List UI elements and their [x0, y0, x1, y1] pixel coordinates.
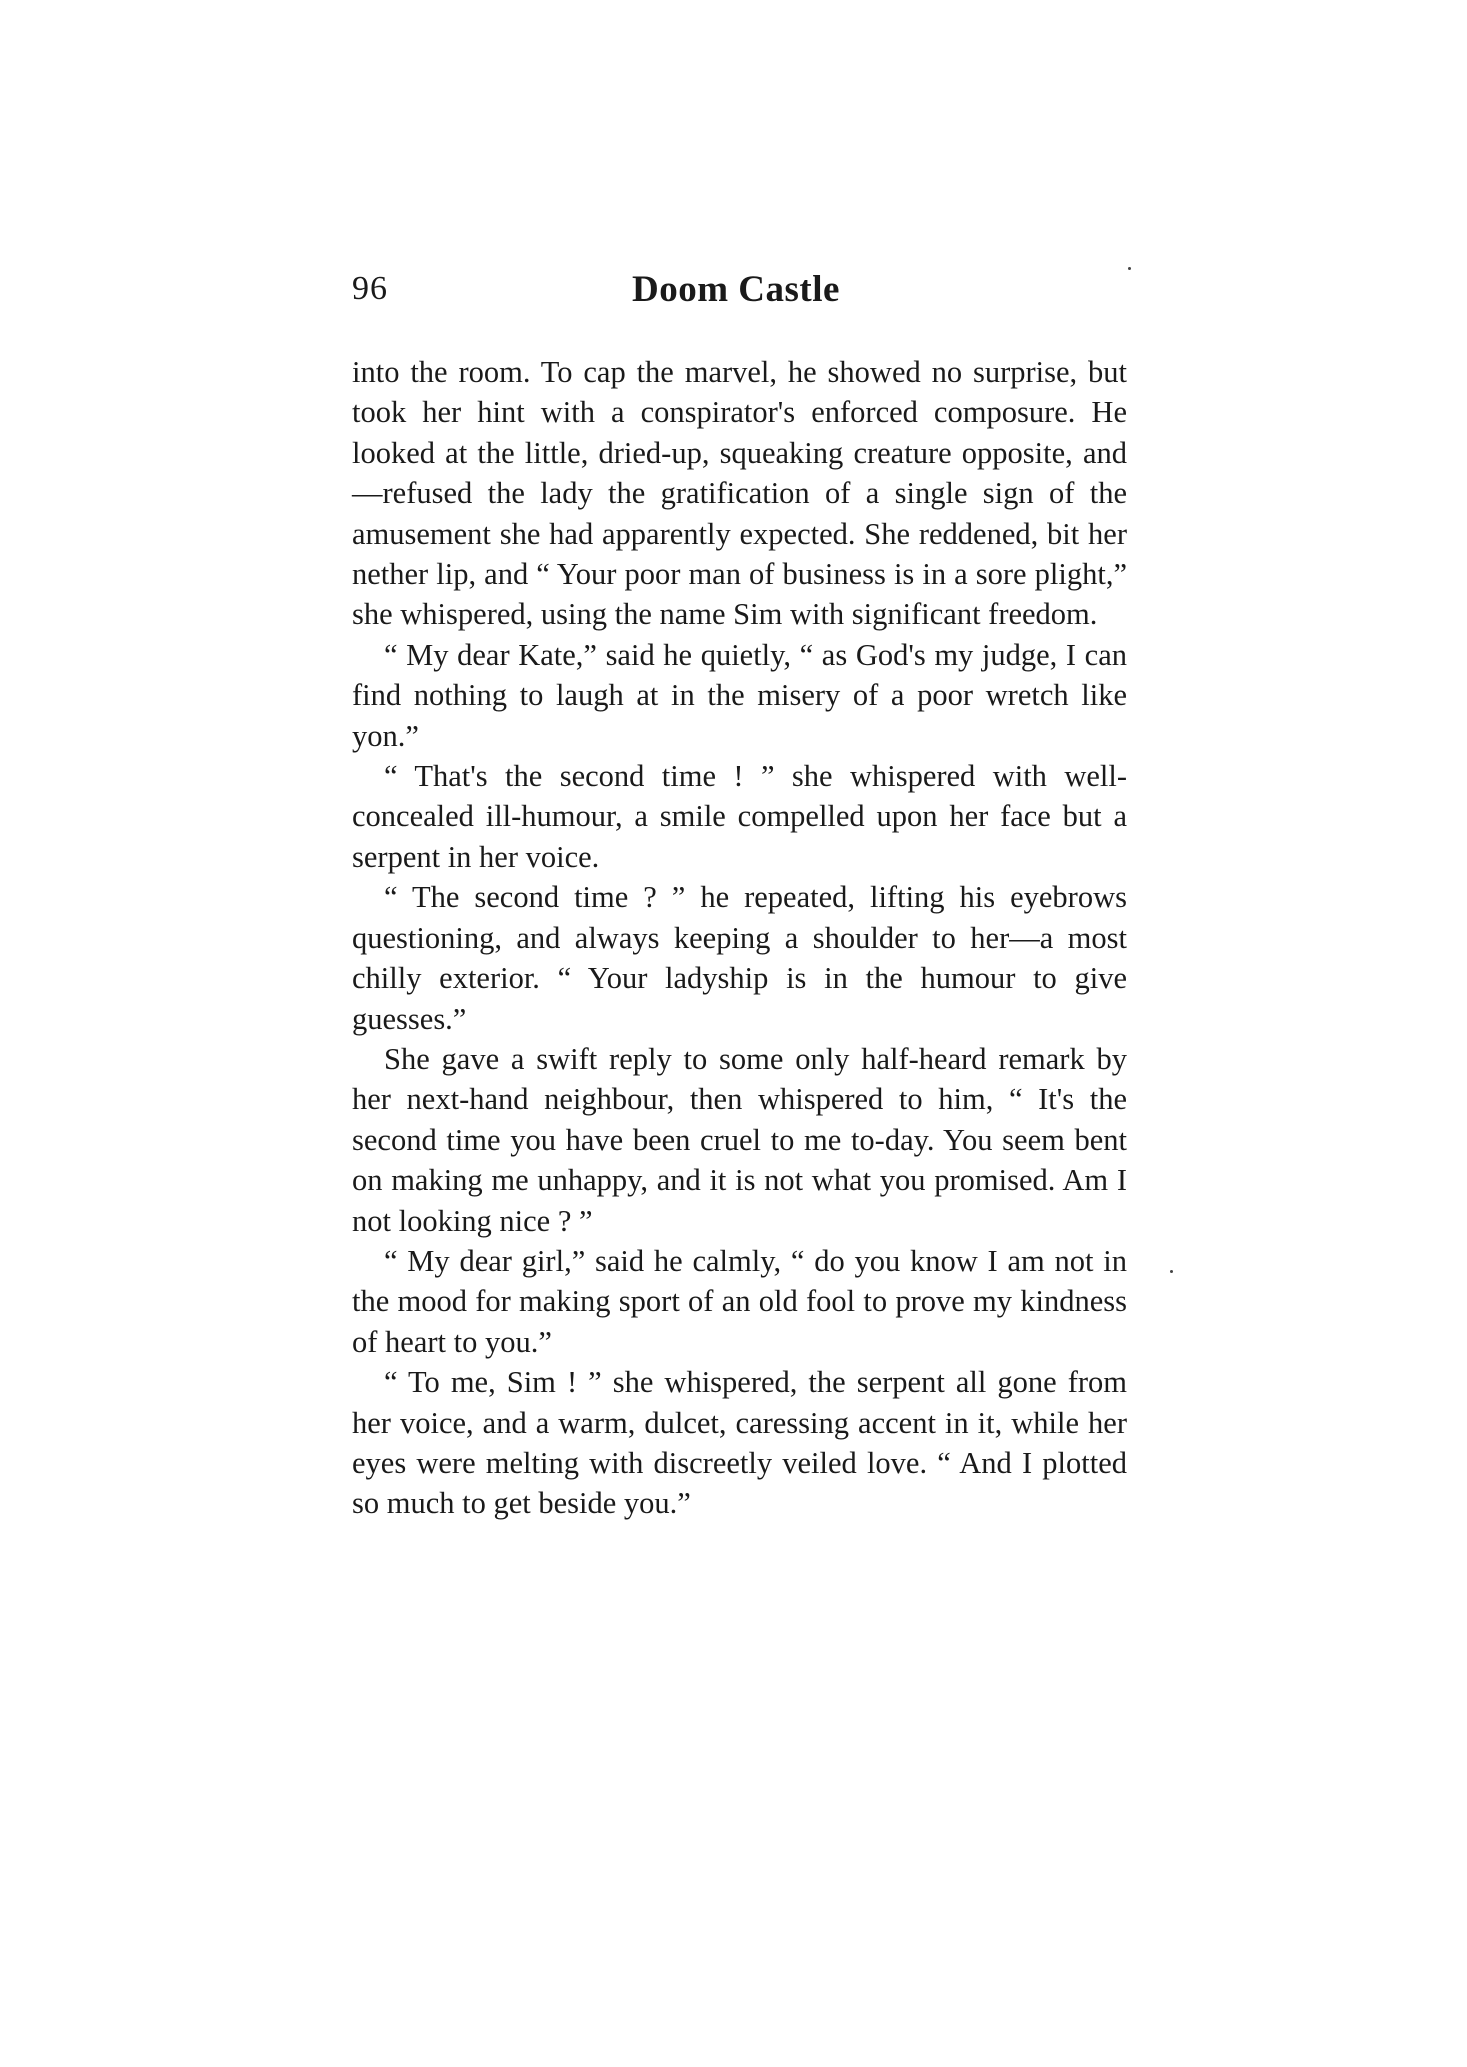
- scan-speck: [1128, 267, 1131, 270]
- paragraph-7: “ To me, Sim ! ” she whispered, the serpent all gone from her voice, and a warm, dulcet, caressing accent in it, while her eyes were melting with discreetly veiled love. “ And I plotted so much to get beside you.”: [352, 1365, 1127, 1521]
- page-number: 96: [352, 270, 388, 307]
- paragraph-6: “ My dear girl,” said he calmly, “ do you know I am not in the mood for making sport of an old fool to prove my kindness of heart to you.”: [352, 1243, 1127, 1359]
- paragraph-1: into the room. To cap the marvel, he showed no surprise, but took her hint with a conspirator's enforced composure. He looked at the little, dried-up, squeaking creature opposite, and—refused the lady the gratification of a single sign of the amusement she had apparently expected. She reddened, bit her nether lip, and “ Your poor man of business is in a sore plight,” she whispered, using the name Sim with significant freedom.: [352, 355, 1127, 632]
- paragraph-4: “ The second time ? ” he repeated, lifting his eyebrows questioning, and always keeping a shoulder to her—a most chilly exterior. “ Your ladyship is in the humour to give guesses.”: [352, 880, 1127, 1036]
- body-text: [352, 352, 1127, 1524]
- paragraph-3: “ That's the second time ! ” she whispered with well-concealed ill-humour, a smile compelled upon her face but a serpent in her voice.: [352, 759, 1127, 874]
- scan-speck: [1170, 1270, 1173, 1273]
- page-header: [352, 270, 1132, 330]
- paragraph-2: “ My dear Kate,” said he quietly, “ as God's my judge, I can find nothing to laugh at in the misery of a poor wretch like yon.”: [352, 637, 1127, 753]
- paragraph-5: She gave a swift reply to some only half-heard remark by her next-hand neighbour, then whispered to him, “ It's the second time you have been cruel to me to-day. You seem bent on making me unhappy, and it is not what you promised. Am I not looking nice ? ”: [352, 1041, 1127, 1238]
- running-title: Doom Castle: [632, 269, 840, 310]
